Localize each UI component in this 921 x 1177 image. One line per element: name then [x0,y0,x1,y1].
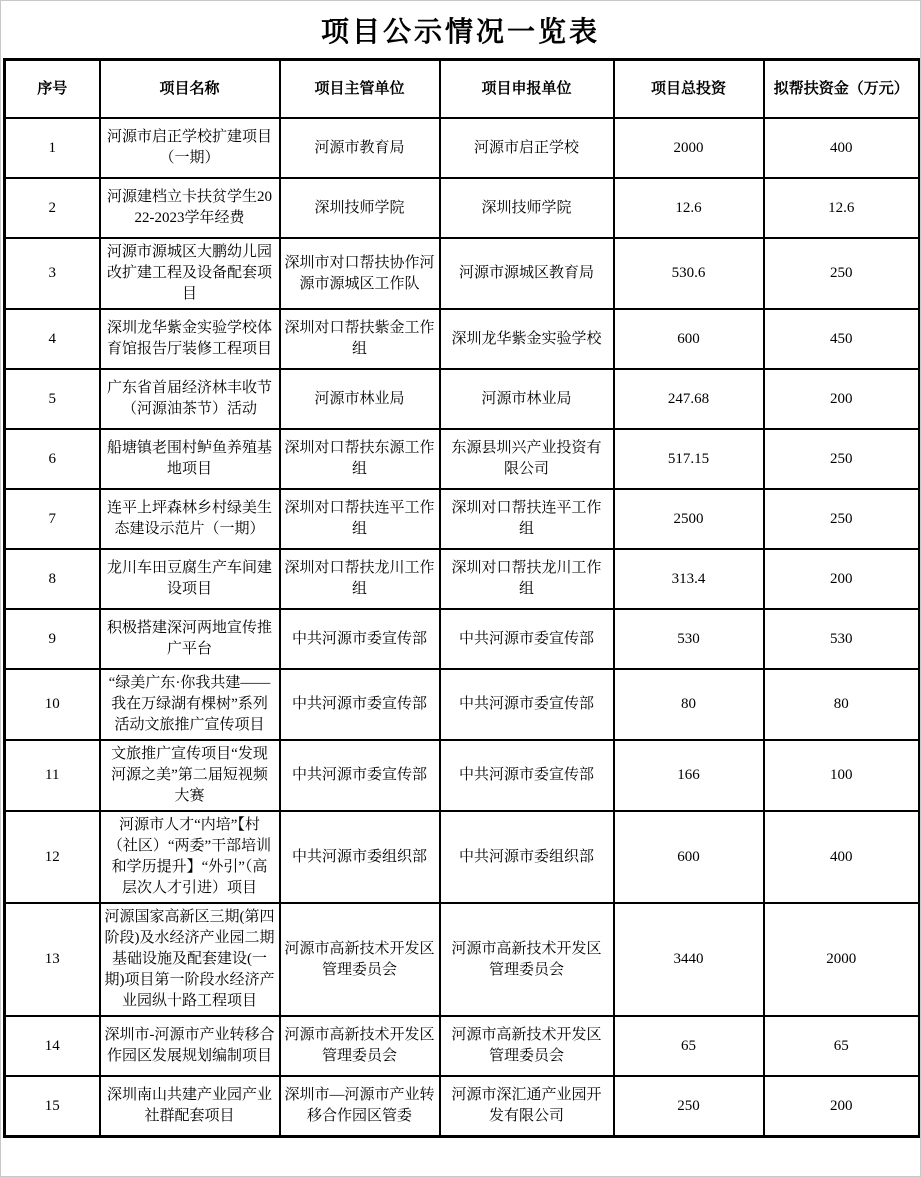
cell-no: 5 [5,369,100,429]
cell-name: 河源市人才“内培”【村（社区）“两委”干部培训和学历提升】“外引”（高层次人才引进）项目 [100,811,280,903]
cell-name: 深圳市-河源市产业转移合作园区发展规划编制项目 [100,1016,280,1076]
cell-invest: 517.15 [614,429,764,489]
cell-support: 80 [764,669,920,740]
table-row [5,609,920,669]
cell-support: 250 [764,238,920,309]
table-row [5,1076,920,1137]
cell-name: 龙川车田豆腐生产车间建设项目 [100,549,280,609]
cell-super: 深圳对口帮扶连平工作组 [280,489,440,549]
cell-support: 200 [764,549,920,609]
cell-invest: 2500 [614,489,764,549]
table-row [5,549,920,609]
cell-invest: 2000 [614,118,764,178]
page-title: 项目公示情况一览表 [320,16,600,48]
cell-no: 2 [5,178,100,238]
cell-no: 6 [5,429,100,489]
cell-super: 深圳市—河源市产业转移合作园区管委 [280,1076,440,1137]
cell-invest: 530 [614,609,764,669]
cell-invest: 600 [614,309,764,369]
cell-name: 河源国家高新区三期(第四阶段)及水经济产业园二期基础设施及配套建设(一期)项目第一阶段水经济产业园纵十路工程项目 [100,903,280,1016]
cell-super: 河源市高新技术开发区管理委员会 [280,903,440,1016]
cell-support: 2000 [764,903,920,1016]
cell-support: 250 [764,489,920,549]
cell-super: 深圳对口帮扶紫金工作组 [280,309,440,369]
cell-apply: 中共河源市委宣传部 [440,740,614,811]
cell-invest: 247.68 [614,369,764,429]
cell-name: 连平上坪森林乡村绿美生态建设示范片（一期） [100,489,280,549]
cell-invest: 12.6 [614,178,764,238]
cell-invest: 313.4 [614,549,764,609]
cell-super: 河源市教育局 [280,118,440,178]
cell-super: 中共河源市委宣传部 [280,609,440,669]
cell-name: 广东省首届经济林丰收节（河源油茶节）活动 [100,369,280,429]
cell-support: 450 [764,309,920,369]
cell-name: 深圳龙华紫金实验学校体育馆报告厅装修工程项目 [100,309,280,369]
cell-super: 中共河源市委宣传部 [280,740,440,811]
cell-no: 7 [5,489,100,549]
table-row [5,429,920,489]
cell-apply: 河源市高新技术开发区管理委员会 [440,903,614,1016]
cell-invest: 65 [614,1016,764,1076]
cell-no: 13 [5,903,100,1016]
table-row [5,489,920,549]
cell-super: 河源市高新技术开发区管理委员会 [280,1016,440,1076]
table-row [5,369,920,429]
table-row [5,740,920,811]
projects-table [3,58,921,1138]
cell-no: 11 [5,740,100,811]
cell-no: 10 [5,669,100,740]
cell-support: 250 [764,429,920,489]
table-row [5,811,920,903]
header-row [5,60,920,119]
cell-apply: 深圳对口帮扶龙川工作组 [440,549,614,609]
cell-no: 12 [5,811,100,903]
table-row [5,903,920,1016]
cell-super: 深圳技师学院 [280,178,440,238]
column-header-support: 拟帮扶资金（万元） [764,60,920,119]
cell-support: 200 [764,1076,920,1137]
cell-apply: 中共河源市委宣传部 [440,669,614,740]
title-bar [1,1,920,58]
cell-support: 65 [764,1016,920,1076]
table-row [5,238,920,309]
cell-apply: 深圳技师学院 [440,178,614,238]
cell-name: 船塘镇老围村鲈鱼养殖基地项目 [100,429,280,489]
cell-apply: 河源市高新技术开发区管理委员会 [440,1016,614,1076]
cell-support: 200 [764,369,920,429]
table-row [5,1016,920,1076]
cell-name: 河源市启正学校扩建项目（一期） [100,118,280,178]
cell-invest: 166 [614,740,764,811]
cell-support: 400 [764,118,920,178]
cell-invest: 530.6 [614,238,764,309]
cell-no: 14 [5,1016,100,1076]
cell-apply: 中共河源市委组织部 [440,811,614,903]
column-header-no: 序号 [5,60,100,119]
cell-super: 中共河源市委组织部 [280,811,440,903]
cell-apply: 中共河源市委宣传部 [440,609,614,669]
table-row [5,669,920,740]
cell-no: 9 [5,609,100,669]
table-row [5,309,920,369]
cell-invest: 80 [614,669,764,740]
cell-support: 100 [764,740,920,811]
cell-apply: 深圳对口帮扶连平工作组 [440,489,614,549]
cell-invest: 250 [614,1076,764,1137]
table-row [5,178,920,238]
cell-support: 12.6 [764,178,920,238]
cell-apply: 河源市源城区教育局 [440,238,614,309]
cell-apply: 河源市启正学校 [440,118,614,178]
cell-apply: 河源市林业局 [440,369,614,429]
cell-invest: 3440 [614,903,764,1016]
cell-super: 中共河源市委宣传部 [280,669,440,740]
cell-name: 河源建档立卡扶贫学生2022-2023学年经费 [100,178,280,238]
cell-super: 深圳对口帮扶东源工作组 [280,429,440,489]
cell-no: 3 [5,238,100,309]
cell-name: 深圳南山共建产业园产业社群配套项目 [100,1076,280,1137]
cell-name: 河源市源城区大鹏幼儿园改扩建工程及设备配套项目 [100,238,280,309]
cell-name: 文旅推广宣传项目“发现河源之美”第二届短视频大赛 [100,740,280,811]
table-row [5,118,920,178]
column-header-invest: 项目总投资 [614,60,764,119]
cell-no: 4 [5,309,100,369]
cell-support: 400 [764,811,920,903]
cell-apply: 东源县圳兴产业投资有限公司 [440,429,614,489]
cell-support: 530 [764,609,920,669]
cell-no: 8 [5,549,100,609]
cell-no: 1 [5,118,100,178]
column-header-name: 项目名称 [100,60,280,119]
cell-apply: 深圳龙华紫金实验学校 [440,309,614,369]
cell-super: 深圳市对口帮扶协作河源市源城区工作队 [280,238,440,309]
column-header-super: 项目主管单位 [280,60,440,119]
cell-super: 深圳对口帮扶龙川工作组 [280,549,440,609]
cell-apply: 河源市深汇通产业园开发有限公司 [440,1076,614,1137]
column-header-apply: 项目申报单位 [440,60,614,119]
cell-no: 15 [5,1076,100,1137]
cell-super: 河源市林业局 [280,369,440,429]
cell-invest: 600 [614,811,764,903]
cell-name: 积极搭建深河两地宣传推广平台 [100,609,280,669]
cell-name: “绿美广东·你我共建——我在万绿湖有棵树”系列活动文旅推广宣传项目 [100,669,280,740]
